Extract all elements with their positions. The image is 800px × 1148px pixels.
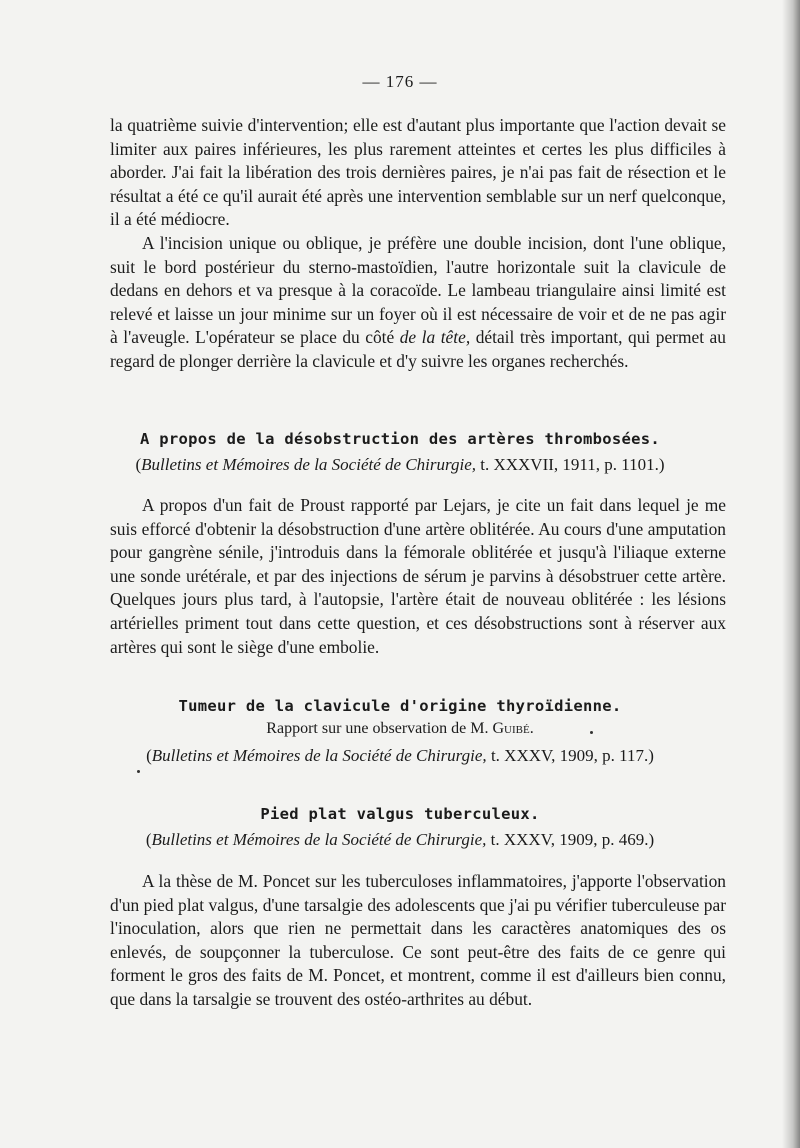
citation-open: (: [145, 830, 152, 849]
intro-paragraph-2-text: A l'incision unique ou oblique, je préfère une double incision, dont l'une oblique, suit le bord postérieur du sterno-mastoïdien, l'autre horizontale suit la clavicule de dedans en dehors et va presque à la coracoïde. Le lambeau triangulaire ainsi limité est relevé et laisse un jour minime sur un foyer où il est nécessaire de voir et de ne pas agir à l'aveugle. L'opérateur se place du côté: [110, 232, 726, 348]
intro-paragraph-2: [110, 232, 726, 374]
section-body-desobstruction: [110, 494, 726, 659]
section-citation-pied-plat: [0, 830, 800, 850]
section-subline-tumeur: [0, 720, 800, 738]
citation-open: (: [135, 455, 142, 474]
section-paragraph: A la thèse de M. Poncet sur les tuberculoses inflammatoires, j'apporte l'observation d'un pied plat valgus, d'une tarsalgie des adolescents que j'ai pu vérifier tuberculeuse par l'inoculation, alors que rien ne permettait dans les caractères anatomiques des os enlevés, de soupçonner la tuberculose. Ce sont peut-être des faits de ce genre qui forment le gros des faits de M. Poncet, et montrent, comme il est d'ailleurs bien connu, que dans la tarsalgie se trouvent des ostéo-arthrites au début.: [110, 871, 726, 1009]
speck-mark: [137, 770, 140, 773]
section-title-pied-plat: Pied plat valgus tuberculeux.: [260, 805, 540, 823]
page-edge-shadow: [782, 0, 800, 1148]
intro-paragraph-2-italic: de la tête,: [399, 327, 471, 348]
citation-journal: Bulletins et Mémoires de la Société de Chirurgie,: [151, 746, 487, 765]
section-citation-desobstruction: [0, 455, 800, 475]
subline-author: Guibé.: [492, 720, 534, 737]
section-title-tumeur: Tumeur de la clavicule d'origine thyroïdienne.: [178, 697, 622, 715]
section-paragraph: A propos d'un fait de Proust rapporté par Lejars, je cite un fait dans lequel je me suis efforcé d'obtenir la désobstruction d'une artère oblitérée. Au cours d'une amputation pour gangrène sénile, j'introduis dans la fémorale oblitérée et jusqu'à l'iliaque externe une sonde urétérale, et par des injections de sérum je parvins à désobstruer cette artère. Quelques jours plus tard, à l'autopsie, l'artère était de nouveau oblitérée : les lésions artérielles priment tout dans cette question, et ces désobstructions sont à réserver aux artères qui sont le siège d'une embolie.: [110, 495, 726, 657]
section-citation-tumeur: [0, 746, 800, 766]
intro-paragraph-2-end: détail très important, qui permet au regard de plonger derrière la clavicule et d'y suivre les organes recherchés.: [110, 327, 726, 371]
page-number: — 176 —: [362, 72, 438, 91]
citation-journal: Bulletins et Mémoires de la Société de Chirurgie,: [151, 830, 487, 849]
citation-ref: t. XXXV, 1909, p. 117.): [486, 746, 654, 765]
section-title-desobstruction: A propos de la désobstruction des artères thrombosées.: [139, 430, 661, 448]
citation-open: (: [146, 746, 152, 765]
citation-journal: Bulletins et Mémoires de la Société de Chirurgie,: [141, 455, 476, 474]
citation-ref: t. XXXVII, 1911, p. 1101.): [476, 455, 665, 474]
intro-text: [110, 114, 726, 374]
citation-ref: t. XXXV, 1909, p. 469.): [486, 830, 655, 849]
intro-paragraph-1: la quatrième suivie d'intervention; elle est d'autant plus importante que l'action devait se limiter aux paires inférieures, les plus rarement atteintes et certes les plus difficiles à aborder. J'ai fait la libération des trois dernières paires, je n'ai pas fait de résection et le résultat a été ce qu'il aurait été après une intervention semblable sur un nerf quelconque, il a été médiocre.: [110, 115, 726, 230]
subline-text: Rapport sur une observation de M.: [266, 720, 489, 737]
speck-mark: [590, 731, 593, 734]
section-body-pied-plat: [110, 870, 726, 1012]
